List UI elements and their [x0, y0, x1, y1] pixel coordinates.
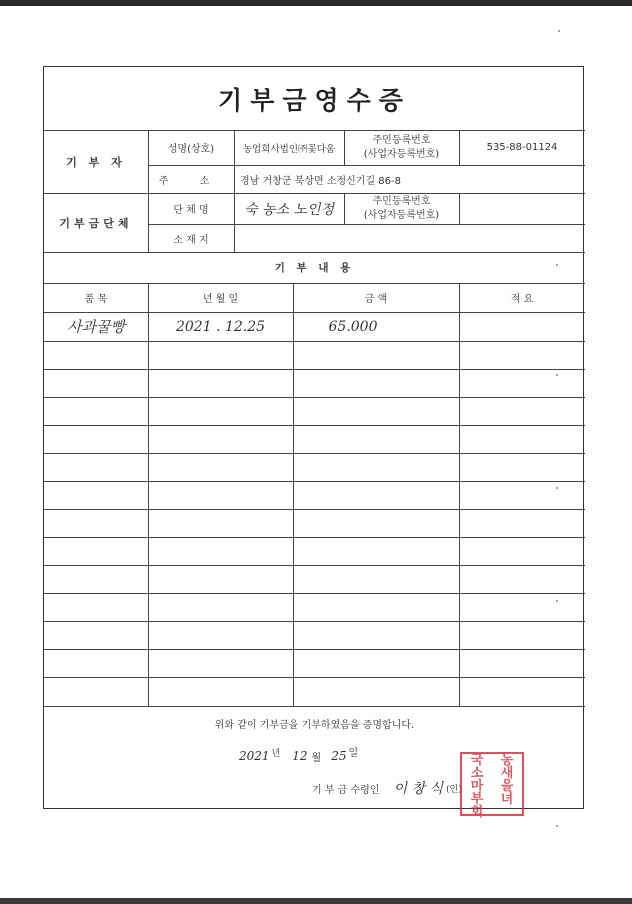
- col-header-date: 년 월 일: [202, 294, 239, 305]
- rule-row: [44, 537, 585, 538]
- org-reg-label-line2: (사업자등록번호): [363, 209, 440, 221]
- rule-v-reg4: [459, 193, 460, 224]
- rule-v-col1: [148, 283, 149, 706]
- rule-row: [44, 369, 585, 370]
- rule-table-bottom: [44, 706, 585, 707]
- col-header-item: 품 목: [84, 294, 108, 305]
- scan-speck: [556, 374, 558, 376]
- rule-row: [44, 341, 585, 342]
- col-header-note: 적 요: [510, 294, 534, 305]
- rule-v-col3: [459, 283, 460, 706]
- donor-address-value: 경남 거창군 북상면 소정신기길 86-8: [240, 175, 401, 187]
- donor-reg-value: 535-88-01124: [486, 142, 558, 153]
- scan-speck: [558, 30, 560, 32]
- scan-speck: [556, 487, 558, 489]
- donor-reg-label: [344, 130, 459, 165]
- issue-date: [239, 745, 358, 767]
- org-section-label: 기부금단체: [59, 216, 133, 230]
- issue-date-year-unit: 년: [271, 748, 281, 759]
- seal-mark: (인): [445, 784, 462, 795]
- donor-reg-label-line2: (사업자등록번호): [363, 148, 440, 160]
- rule-row: [44, 677, 585, 678]
- rule-row: [44, 621, 585, 622]
- donor-reg-label-line1: 주민등록번호: [372, 134, 431, 146]
- col-header-amount: 금 액: [364, 294, 388, 305]
- scan-speck: [556, 264, 558, 266]
- donation-receipt-form: [43, 66, 584, 809]
- issue-date-day-unit: 일: [348, 747, 359, 759]
- donor-name-label: 성명(상호): [167, 144, 215, 155]
- stamp-char: 을: [500, 779, 514, 794]
- rule-row: [44, 481, 585, 482]
- org-location-label: 소 재 지: [173, 234, 209, 246]
- stamp-char: 녀: [500, 792, 514, 807]
- recipient-label: 기 부 금 수령인: [312, 784, 380, 796]
- org-name-label: 단 체 명: [173, 205, 209, 216]
- scan-speck: [556, 600, 558, 602]
- red-seal-stamp: [460, 752, 524, 820]
- certify-text: 위와 같이 기부금을 기부하였음을 증명합니다.: [214, 719, 415, 731]
- rule-row: [44, 509, 585, 510]
- page-title: 기부금영수증: [218, 85, 411, 115]
- donor-name-value: 농업회사법인㈜꽃다움: [242, 143, 336, 155]
- rule-row: [44, 397, 585, 398]
- stamp-char: 농: [500, 753, 514, 768]
- recipient-line: [312, 777, 462, 799]
- stamp-char: 회: [470, 805, 484, 820]
- issue-date-day: 25: [331, 749, 347, 763]
- issue-date-month: 12: [292, 749, 308, 763]
- scan-bottom-edge: [0, 898, 632, 904]
- rule-row: [44, 565, 585, 566]
- donor-section-label: 기 부 자: [66, 155, 126, 169]
- row-note-value: [459, 312, 585, 341]
- stamp-char: 새: [500, 766, 514, 781]
- issue-date-year: 2021: [239, 749, 270, 763]
- row-date-value: 2021 . 12.25: [175, 318, 266, 335]
- rule-v-col2: [293, 283, 294, 706]
- rule-row: [44, 593, 585, 594]
- org-name-value: 숙 농소 노인정: [243, 201, 335, 218]
- recipient-name: 이 창 식: [393, 781, 443, 797]
- donor-address-label: 주 소: [158, 175, 224, 187]
- issue-date-month-unit: 월: [311, 752, 322, 764]
- scan-speck: [556, 825, 558, 827]
- org-reg-label: [344, 193, 459, 224]
- rule-row: [44, 453, 585, 454]
- contents-section-label: 기 부 내 용: [274, 262, 355, 274]
- rule-row: [44, 425, 585, 426]
- rule-row: [44, 649, 585, 650]
- scan-top-edge: [0, 0, 632, 6]
- stamp-char: 국: [470, 753, 484, 768]
- stamp-char: 마: [470, 779, 484, 794]
- org-reg-label-line1: 주민등록번호: [372, 195, 431, 207]
- row-amount-value: 65.000: [328, 318, 378, 335]
- stamp-char: 부: [470, 792, 484, 807]
- stamp-char: 소: [470, 766, 484, 781]
- row-item-value: 사과꿀빵: [67, 318, 125, 336]
